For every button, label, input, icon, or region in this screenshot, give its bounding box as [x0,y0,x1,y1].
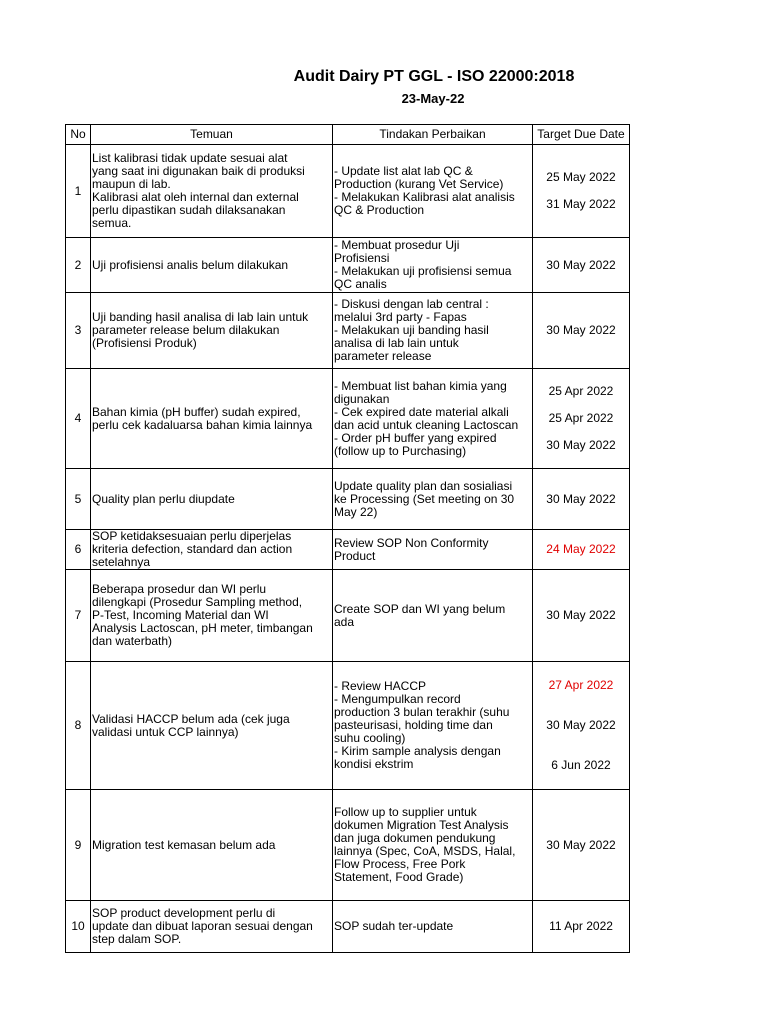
due-date: 27 Apr 2022 [548,678,614,692]
temuan-cell-line: List kalibrasi tidak update sesuai alat [92,151,288,165]
due-date: 30 May 2022 [546,837,616,852]
temuan-cell-line: step dalam SOP. [92,932,182,946]
temuan-cell-line: P-Test, Incoming Material dan WI [92,608,269,622]
temuan-cell-line: SOP product development perlu di [92,906,276,920]
tindakan-cell [333,293,533,369]
due-date-cell [533,901,630,953]
tindakan-cell-line: analisa di lab lain untuk [334,336,459,350]
row-number: 6 [66,530,91,570]
tindakan-cell-line: production 3 bulan terakhir (suhu [334,705,510,719]
temuan-cell [91,469,333,530]
due-date: 30 May 2022 [546,323,616,337]
document-date: 23-May-22 [401,91,465,106]
tindakan-cell-line: ada [334,614,355,629]
due-date-cell [533,790,630,901]
due-date-cell [533,469,630,530]
document-title: Audit Dairy PT GGL - ISO 22000:2018 [293,68,575,85]
temuan-cell-line: Beberapa prosedur dan WI perlu [92,582,267,596]
temuan-cell-line: semua. [92,216,132,230]
temuan-cell-line: Bahan kimia (pH buffer) sudah expired, [92,404,301,419]
table-row [66,469,630,530]
temuan-cell-line: Quality plan perlu diupdate [92,491,235,506]
tindakan-cell-line: Production (kurang Vet Service) [334,177,504,191]
temuan-cell [91,790,333,901]
due-date-cell [533,662,630,790]
tindakan-cell [333,790,533,901]
temuan-cell-line: Uji banding hasil analisa di lab lain untuk [92,310,309,324]
temuan-cell-line: setelahnya [92,555,151,569]
due-date: 30 May 2022 [546,438,616,452]
temuan-cell-line: perlu dipastikan sudah dilaksanakan [92,203,286,217]
temuan-cell [91,570,333,662]
temuan-cell-line: perlu cek kadaluarsa bahan kimia lainnya [92,417,313,432]
tindakan-cell [333,662,533,790]
header-no: No [66,125,91,145]
tindakan-cell-line: - Kirim sample analysis dengan [334,744,501,758]
tindakan-cell-line: - Melakukan uji banding hasil [334,323,489,337]
tindakan-cell-line: dan acid untuk cleaning Lactoscan [334,417,519,432]
tindakan-cell-line: (follow up to Purchasing) [334,443,467,458]
table-row [66,530,630,570]
tindakan-cell-line: pasteurisasi, holding time dan [334,718,493,732]
tindakan-cell-line: - Membuat list bahan kimia yang [334,378,507,393]
due-date: 24 May 2022 [546,542,616,556]
temuan-cell-line: dan waterbath) [92,634,173,648]
tindakan-cell-line: dan juga dokumen pendukung [334,831,496,845]
due-date: 30 May 2022 [546,491,616,506]
tindakan-cell [333,530,533,570]
temuan-cell [91,369,333,469]
row-number: 3 [66,293,91,369]
tindakan-cell-line: lainnya (Spec, CoA, MSDS, Halal, [334,844,516,858]
temuan-cell-line: Analysis Lactoscan, pH meter, timbangan [92,621,313,635]
temuan-cell-line: Migration test kemasan belum ada [92,837,276,852]
temuan-cell [91,238,333,293]
tindakan-cell-line: suhu cooling) [334,731,406,745]
temuan-cell-line: Uji profisiensi analis belum dilakukan [92,257,289,272]
header-temuan: Temuan [91,125,333,145]
tindakan-cell [333,238,533,293]
temuan-cell-line: SOP ketidaksesuaian perlu diperjelas [92,529,292,543]
due-date: 30 May 2022 [546,718,616,732]
table-row [66,570,630,662]
tindakan-cell-line: - Review HACCP [334,679,427,693]
tindakan-cell-line: QC & Production [334,203,425,217]
due-date-cell [533,145,630,238]
tindakan-cell-line: - Melakukan Kalibrasi alat analisis [334,190,515,204]
due-date: 25 Apr 2022 [548,411,614,425]
audit-table [65,124,630,953]
tindakan-cell-line: Flow Process, Free Pork [334,857,466,871]
table-row [66,790,630,901]
row-number: 1 [66,145,91,238]
table-row [66,901,630,953]
table-header-row [66,125,630,145]
row-number: 4 [66,369,91,469]
tindakan-cell-line: - Mengumpulkan record [334,692,461,706]
header-due-date: Target Due Date [533,125,630,145]
temuan-cell-line: Validasi HACCP belum ada (cek juga [92,711,290,726]
tindakan-cell-line: Statement, Food Grade) [334,870,464,884]
temuan-cell-line: kriteria defection, standard dan action [92,542,293,556]
due-date: 6 Jun 2022 [551,758,611,772]
temuan-cell [91,901,333,953]
due-date-cell [533,530,630,570]
due-date: 31 May 2022 [546,197,616,211]
tindakan-cell-line: parameter release [334,349,432,363]
tindakan-cell [333,901,533,953]
temuan-cell-line: dilengkapi (Prosedur Sampling method, [92,595,303,609]
row-number: 10 [66,901,91,953]
tindakan-cell-line: dokumen Migration Test Analysis [334,818,509,832]
due-date-cell [533,238,630,293]
table-row [66,662,630,790]
due-date: 30 May 2022 [546,257,616,272]
tindakan-cell [333,369,533,469]
row-number: 7 [66,570,91,662]
row-number: 5 [66,469,91,530]
tindakan-cell-line: Review SOP Non Conformity [334,535,489,550]
due-date-cell [533,570,630,662]
row-number: 9 [66,790,91,901]
temuan-cell-line: validasi untuk CCP lainnya) [92,724,239,739]
temuan-cell-line: update dan dibuat laporan sesuai dengan [92,919,313,933]
temuan-cell-line: parameter release belum dilakukan [92,323,280,337]
tindakan-cell-line: - Membuat prosedur Uji [334,238,460,252]
due-date-cell [533,293,630,369]
tindakan-cell [333,145,533,238]
tindakan-cell-line: - Cek expired date material alkali [334,404,509,419]
due-date: 11 Apr 2022 [549,919,613,933]
tindakan-cell-line: - Diskusi dengan lab central : [334,297,489,311]
tindakan-cell-line: melalui 3rd party - Fapas [334,310,467,324]
header-tindakan: Tindakan Perbaikan [333,125,533,145]
temuan-cell [91,530,333,570]
table-row [66,293,630,369]
temuan-cell-line: Kalibrasi alat oleh internal dan external [92,190,299,204]
row-number: 2 [66,238,91,293]
table-row [66,369,630,469]
tindakan-cell-line: - Order pH buffer yang expired [334,430,497,445]
tindakan-cell-line: ke Processing (Set meeting on 30 [334,491,515,506]
table-row [66,238,630,293]
due-date-cell [533,369,630,469]
tindakan-cell-line: Create SOP dan WI yang belum [334,601,506,616]
row-number: 8 [66,662,91,790]
tindakan-cell-line: - Update list alat lab QC & [334,164,473,178]
temuan-cell [91,662,333,790]
tindakan-cell-line: Follow up to supplier untuk [334,805,477,819]
tindakan-cell [333,570,533,662]
tindakan-cell-line: digunakan [334,391,390,406]
due-date: 25 Apr 2022 [548,384,614,398]
table-row [66,145,630,238]
due-date: 30 May 2022 [546,608,616,622]
temuan-cell-line: maupun di lab. [92,177,171,191]
tindakan-cell-line: SOP sudah ter-update [334,919,454,933]
tindakan-cell-line: Update quality plan dan sosialiasi [334,478,513,493]
tindakan-cell-line: kondisi ekstrim [334,757,414,771]
tindakan-cell-line: Profisiensi [334,251,390,265]
tindakan-cell-line: - Melakukan uji profisiensi semua [334,264,512,278]
tindakan-cell [333,469,533,530]
tindakan-cell-line: May 22) [334,504,378,519]
temuan-cell-line: yang saat ini digunakan baik di produksi [92,164,305,178]
temuan-cell-line: (Profisiensi Produk) [92,336,197,350]
temuan-cell [91,145,333,238]
tindakan-cell-line: Product [334,548,376,563]
due-date: 25 May 2022 [546,170,616,184]
tindakan-cell-line: QC analis [334,277,387,291]
temuan-cell [91,293,333,369]
